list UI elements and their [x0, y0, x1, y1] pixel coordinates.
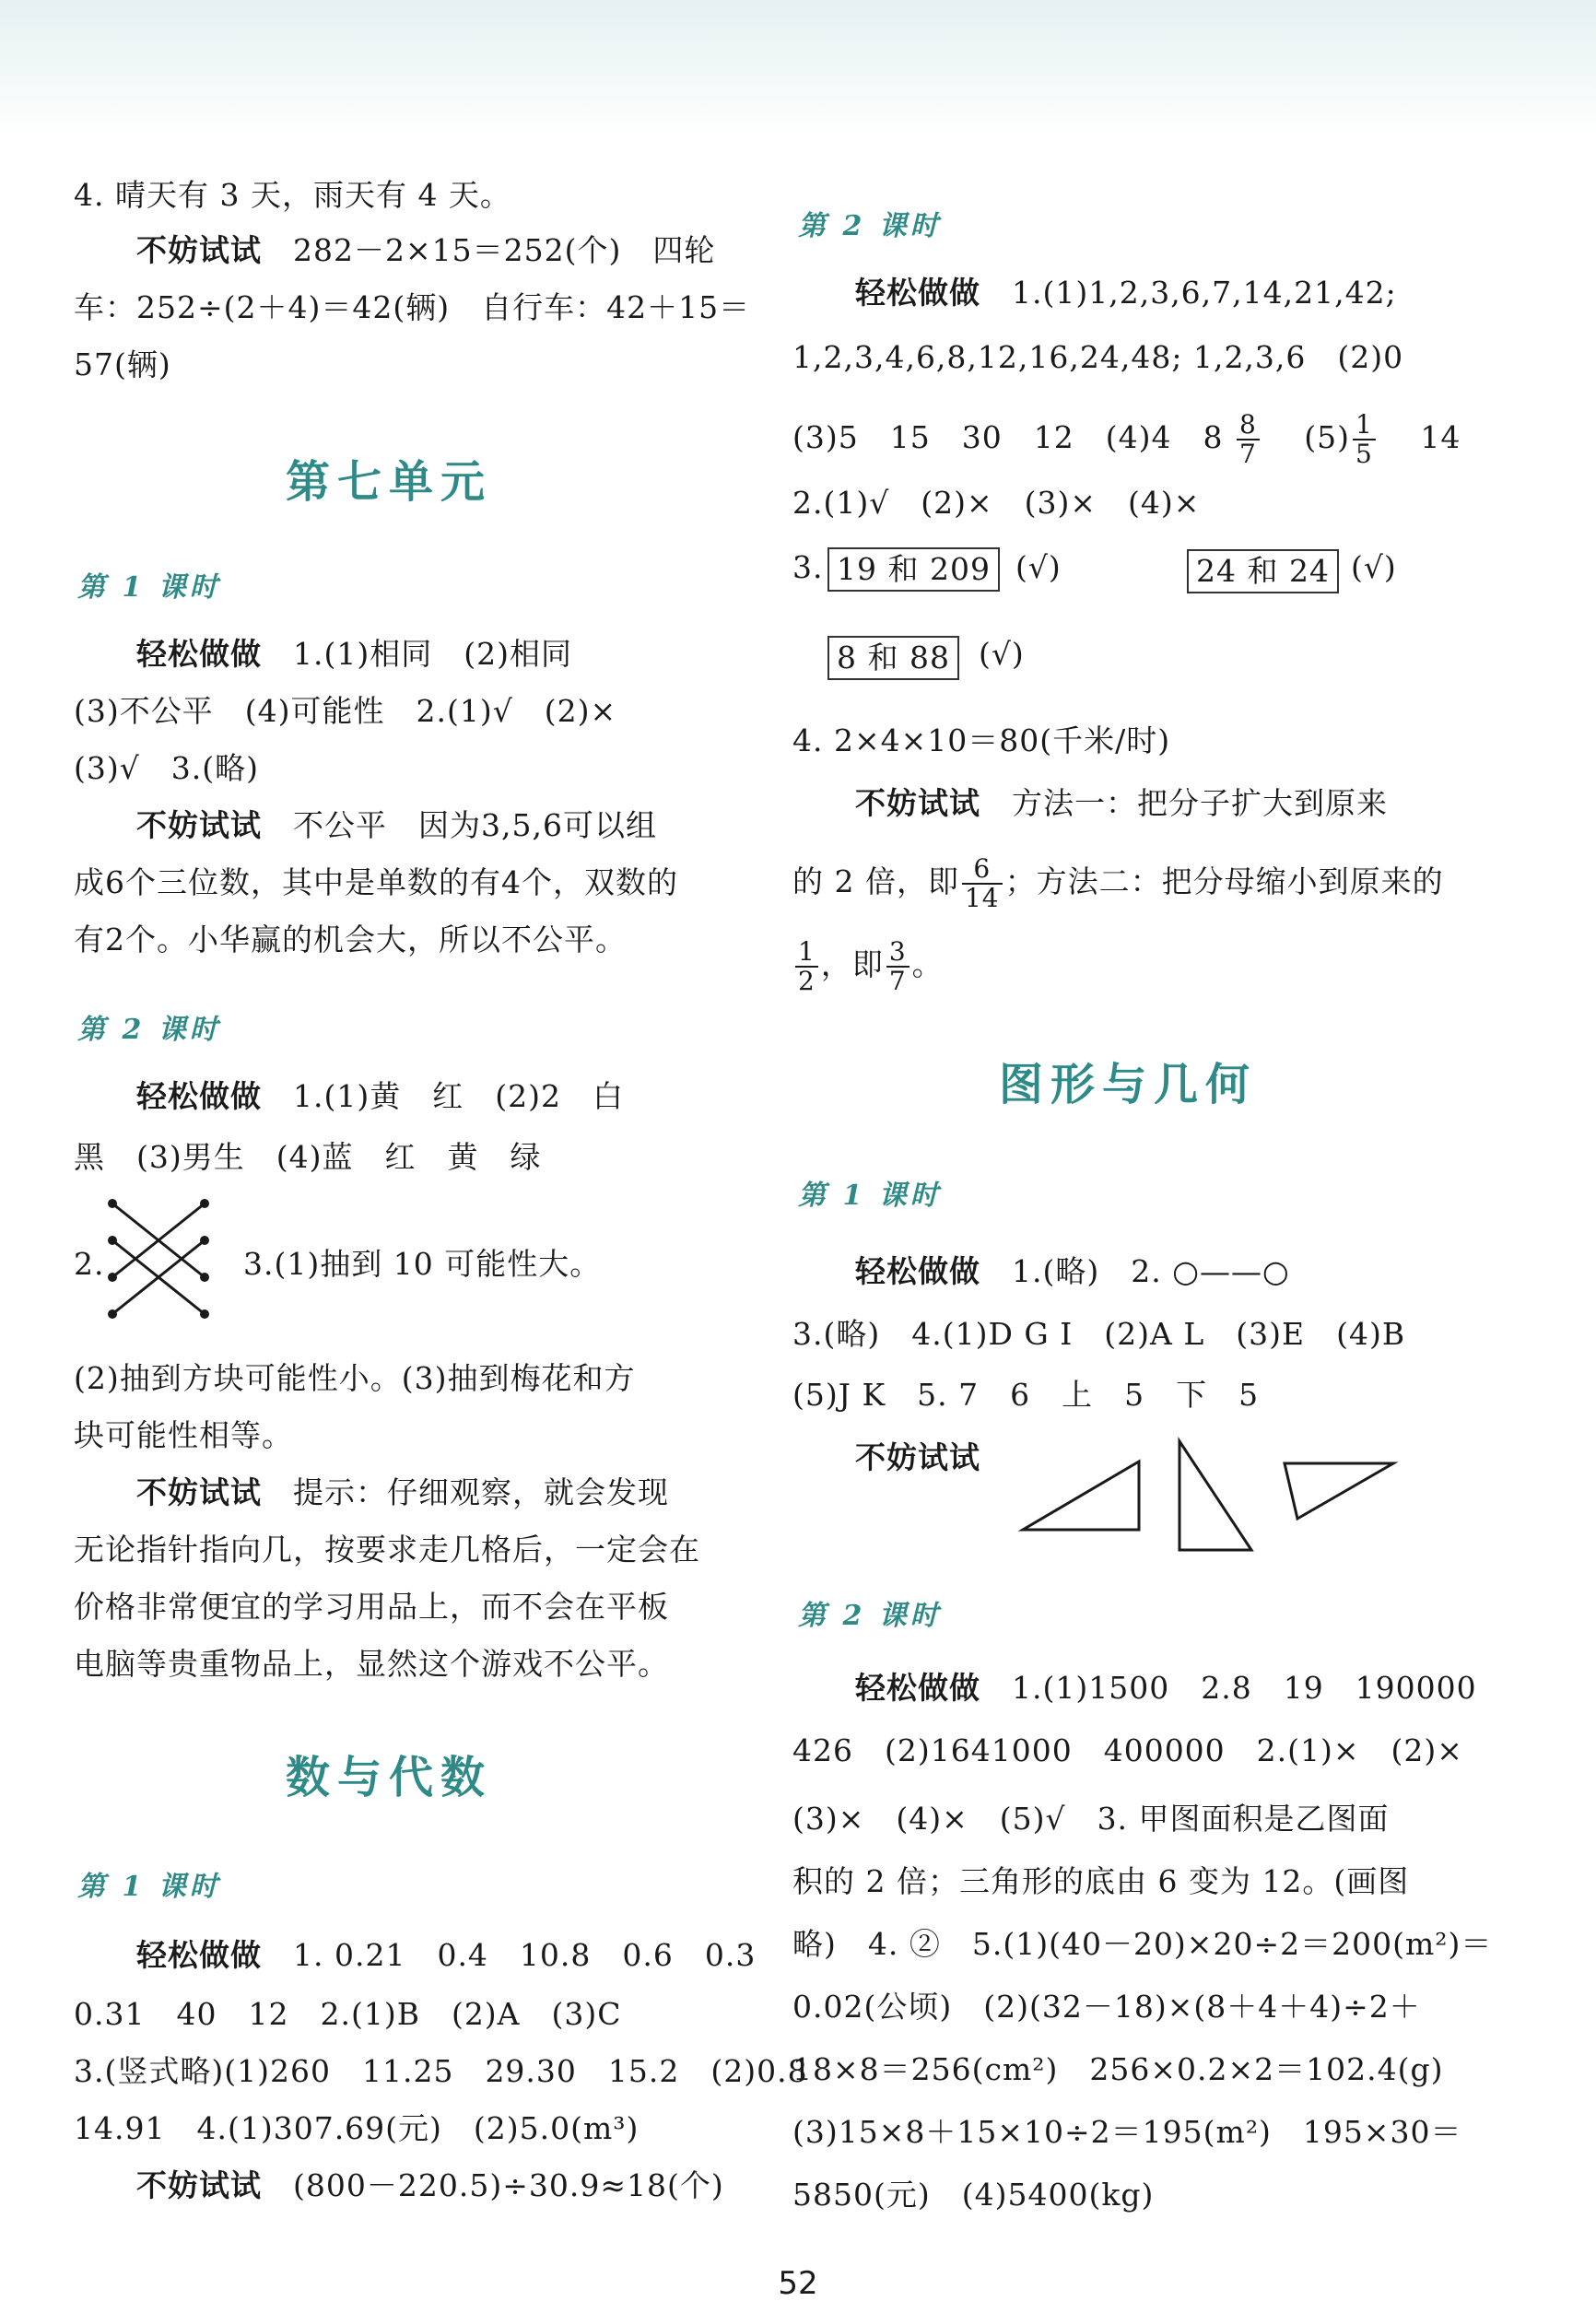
- fraction: $\frac{1}{5}$: [1353, 411, 1376, 468]
- lesson-heading: 第 2 课时: [77, 1014, 221, 1046]
- answer-line: [827, 636, 959, 680]
- answer-line: 不妨试试 不公平 因为3,5,6可以组: [136, 807, 657, 843]
- fraction: $\frac{1}{2}$: [795, 938, 818, 995]
- answer-line: 价格非常便宜的学习用品上，而不会在平板: [74, 1589, 669, 1625]
- check-mark: (√): [1015, 549, 1062, 585]
- answer-line: (2)抽到方块可能性小。(3)抽到梅花和方: [74, 1360, 636, 1396]
- answer-line: 不妨试试 282－2×15＝252(个) 四轮: [136, 232, 716, 268]
- try-label: 不妨试试: [855, 1439, 980, 1475]
- answer-line: 黑 (3)男生 (4)蓝 红 黄 绿: [74, 1139, 542, 1175]
- answer-line: 轻松做做 1.(1)1500 2.8 19 190000: [855, 1670, 1477, 1706]
- answer-line: 0.02(公顷) (2)(32－18)×(8＋4＋4)÷2＋: [792, 1989, 1421, 2025]
- answer-line: 3.(略) 4.(1)D G I (2)A L (3)E (4)B: [792, 1316, 1406, 1352]
- answer-line: 426 (2)1641000 400000 2.(1)× (2)×: [792, 1732, 1463, 1768]
- easy-label: 轻松做做: [855, 275, 980, 311]
- answer-box: 24 和 24: [1187, 549, 1339, 593]
- answer-line: 不妨试试 (800－220.5)÷30.9≈18(个): [136, 2167, 724, 2203]
- try-label: 不妨试试: [855, 785, 980, 821]
- answer-line: (3)不公平 (4)可能性 2.(1)√ (2)×: [74, 693, 617, 729]
- answer-line: 3.: [792, 549, 824, 585]
- right-triangle-2: [1179, 1441, 1251, 1550]
- answer-line: (3)15×8＋15×10÷2＝195(m²) 195×30＝: [792, 2114, 1462, 2150]
- easy-label: 轻松做做: [136, 1078, 262, 1114]
- answer-line: 轻松做做 1.(1)1,2,3,6,7,14,21,42;: [855, 275, 1397, 311]
- answer-line: (3)× (4)× (5)√ 3. 甲图面积是乙图面: [792, 1801, 1390, 1837]
- answer-line: 无论指针指向几，按要求走几格后，一定会在: [74, 1532, 700, 1567]
- answer-line: 1,2,3,4,6,8,12,16,24,48; 1,2,3,6 (2)0: [792, 339, 1404, 375]
- answer-line: (3)5 15 30 12 (4)4 8 $\frac{8}{7}$ (5) $\frac{1}{5}$ 14: [792, 409, 1461, 469]
- easy-label: 轻松做做: [855, 1670, 980, 1706]
- answer-line: 不妨试试 提示：仔细观察，就会发现: [136, 1474, 669, 1510]
- answer-line: 电脑等贵重物品上，显然这个游戏不公平。: [74, 1646, 669, 1682]
- answer-line: 车：252÷(2＋4)＝42(辆) 自行车：42＋15＝: [74, 289, 751, 325]
- answer-line: (3)√ 3.(略): [74, 750, 260, 786]
- fraction: $\frac{8}{7}$: [1237, 411, 1260, 468]
- answer-line: (5)J K 5. 7 6 上 5 下 5: [792, 1377, 1260, 1413]
- answer-line: 2.(1)√ (2)× (3)× (4)×: [792, 485, 1201, 521]
- easy-label: 轻松做做: [136, 1937, 262, 1973]
- answer-line: 3.(竖式略)(1)260 11.25 29.30 15.2 (2)0.8: [74, 2053, 808, 2089]
- answer-line: 2.: [74, 1246, 105, 1282]
- answer-line: 0.31 40 12 2.(1)B (2)A (3)C: [74, 1996, 622, 2032]
- answer-line: 轻松做做 1. 0.21 0.4 10.8 0.6 0.3: [136, 1937, 757, 1973]
- lesson-heading: 第 1 课时: [77, 571, 221, 604]
- right-triangle-3: [1285, 1463, 1393, 1519]
- check-mark: (√): [979, 636, 1025, 672]
- try-label: 不妨试试: [136, 807, 262, 843]
- matching-lines-figure: [101, 1194, 221, 1333]
- page-number: 52: [778, 2265, 818, 2302]
- answer-line: 轻松做做 1.(1)相同 (2)相同: [136, 636, 572, 672]
- answer-line: 3.(1)抽到 10 可能性大。: [243, 1246, 602, 1282]
- answer-line: 5850(元) (4)5400(kg): [792, 2177, 1155, 2213]
- answer-line: 14.91 4.(1)307.69(元) (2)5.0(m³): [74, 2110, 640, 2146]
- header-band: [0, 0, 1596, 138]
- lesson-heading: 第 2 课时: [798, 210, 942, 242]
- lesson-heading: 第 1 课时: [77, 1871, 221, 1903]
- answer-line: 有2个。小华赢的机会大，所以不公平。: [74, 922, 627, 957]
- answer-line: 18×8＝256(cm²) 256×0.2×2＝102.4(g): [792, 2051, 1444, 2087]
- answer-line: [1187, 549, 1339, 593]
- easy-label: 轻松做做: [136, 636, 262, 672]
- fraction: $\frac{3}{7}$: [886, 938, 909, 995]
- unit-heading: 图形与几何: [999, 1059, 1258, 1110]
- answer-line: 块可能性相等。: [74, 1417, 293, 1453]
- unit-heading: 第七单元: [286, 456, 493, 508]
- answer-line: 积的 2 倍；三角形的底由 6 变为 12。(画图: [792, 1863, 1410, 1899]
- answer-line: 成6个三位数，其中是单数的有4个，双数的: [74, 864, 678, 900]
- check-mark: (√): [1351, 549, 1397, 585]
- try-label: 不妨试试: [136, 2167, 262, 2203]
- try-label: 不妨试试: [136, 1474, 262, 1510]
- triangles-figure: [1021, 1438, 1408, 1557]
- answer-line: 的 2 倍，即 $\frac{6}{14}$ ；方法二：把分母缩小到原来的: [792, 853, 1444, 913]
- answer-line: [855, 1439, 980, 1476]
- answer-box: 19 和 209: [827, 547, 1000, 592]
- lesson-heading: 第 1 课时: [798, 1180, 942, 1212]
- easy-label: 轻松做做: [855, 1253, 980, 1289]
- answer-line: 轻松做做 1.(1)黄 红 (2)2 白: [136, 1078, 624, 1114]
- right-triangle-1: [1023, 1462, 1139, 1530]
- answer-box: 8 和 88: [827, 636, 959, 680]
- answer-line: 4. 晴天有 3 天，雨天有 4 天。: [74, 177, 511, 213]
- answer-line: 57(辆): [74, 346, 171, 382]
- try-label: 不妨试试: [136, 232, 262, 268]
- answer-line: $\frac{1}{2}$ ，即 $\frac{3}{7}$ 。: [792, 938, 944, 995]
- answer-line: [827, 547, 1000, 592]
- answer-line: 略) 4. ② 5.(1)(40－20)×20÷2＝200(m²)＝: [792, 1926, 1493, 1962]
- fraction: $\frac{6}{14}$: [962, 855, 1003, 912]
- lesson-heading: 第 2 课时: [798, 1600, 942, 1632]
- answer-line: 4. 2×4×10＝80(千米/时): [792, 722, 1171, 758]
- unit-heading: 数与代数: [286, 1752, 493, 1803]
- answer-line: 不妨试试 方法一：把分子扩大到原来: [855, 785, 1388, 821]
- answer-line: 轻松做做 1.(略) 2. ○——○: [855, 1253, 1290, 1289]
